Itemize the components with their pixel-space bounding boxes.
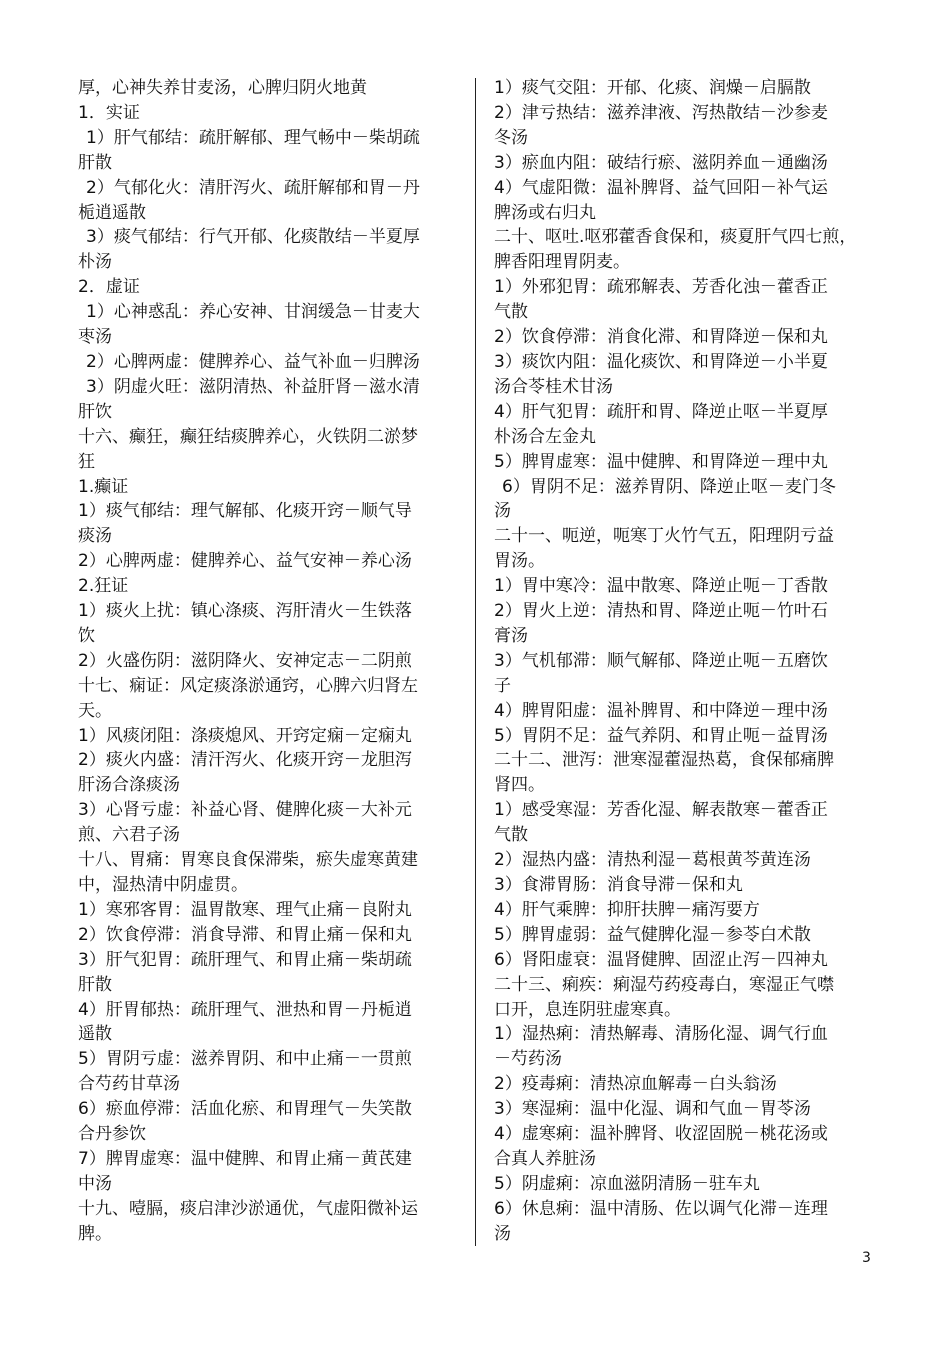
text-line: 二十、呕吐.呕邪藿香食保和，痰夏肝气四七煎， [494, 227, 857, 248]
text-line: 汤 [494, 1223, 511, 1244]
text-line: 6）瘀血停滞：活血化瘀、和胃理气－失笑散 [78, 1099, 412, 1120]
text-line: 肝饮 [78, 401, 112, 422]
text-line: 十七、痫证：风定痰涤淤通窍，心脾六归肾左 [78, 675, 418, 696]
text-line: 2）心脾两虚：健脾养心、益气安神－养心汤 [78, 551, 412, 572]
text-line: 中汤 [78, 1173, 112, 1194]
text-line: 合真人养脏汤 [494, 1148, 596, 1169]
text-line: 脾汤或右归丸 [494, 202, 596, 223]
text-line: 3）痰饮内阻：温化痰饮、和胃降逆－小半夏 [494, 351, 828, 372]
text-line: 中，湿热清中阴虚贯。 [78, 875, 248, 895]
text-line: 3）心肾亏虚：补益心肾、健脾化痰－大补元 [78, 800, 412, 821]
text-line: 3）肝气犯胃：疏肝理气、和胃止痛－柴胡疏 [78, 949, 412, 970]
text-line: 冬汤 [494, 127, 528, 148]
right-column [494, 76, 866, 1247]
text-line: 5）胃阴不足：益气养阴、和胃止呃－益胃汤 [494, 725, 828, 746]
text-line: 6）胃阴不足：滋养胃阴、降逆止呕－麦门冬 [502, 476, 836, 497]
text-line: 2）胃火上逆：清热和胃、降逆止呃－竹叶石 [494, 601, 828, 622]
text-line: 1．实证 [78, 102, 140, 123]
text-line: 肝散 [78, 152, 112, 173]
text-line: 枣汤 [78, 327, 112, 348]
text-line: 3）气机郁滞：顺气解郁、降逆止呃－五磨饮 [494, 650, 828, 671]
text-line: 口开，息连阴驻虚寒真。 [494, 999, 681, 1020]
text-line: 二十三、痢疾：痢湿芍药疫毒白，寒湿正气噤 [494, 974, 834, 995]
text-line: 5）脾胃虚弱：益气健脾化湿－参苓白术散 [494, 924, 811, 945]
text-line: 4）肝胃郁热：疏肝理气、泄热和胃－丹栀逍 [78, 999, 412, 1020]
text-line: 二十二、泄泻：泄寒湿藿湿热葛，食保郁痛脾 [494, 750, 834, 771]
text-line: 1）湿热痢：清热解毒、清肠化湿、调气行血 [494, 1024, 828, 1045]
text-line: 脾香阳理胃阴麦。 [494, 252, 630, 273]
text-line: 2）饮食停滞：消食化滞、和胃降逆－保和丸 [494, 327, 828, 348]
text-line: 2.狂证 [78, 576, 129, 597]
text-line: 遥散 [78, 1024, 112, 1045]
text-line: 肾四。 [494, 775, 545, 796]
text-line: 朴汤 [78, 252, 112, 273]
text-line: 痰汤 [78, 526, 112, 547]
text-line: 1）寒邪客胃：温胃散寒、理气止痛－良附丸 [78, 899, 412, 920]
text-line: 1）肝气郁结：疏肝解郁、理气畅中－柴胡疏 [86, 127, 420, 148]
text-line: 5）阴虚痢：凉血滋阴清肠－驻车丸 [494, 1173, 760, 1194]
text-line: 1.癫证 [78, 476, 129, 497]
text-line: 1）胃中寒冷：温中散寒、降逆止呃－丁香散 [494, 576, 828, 597]
text-line: 合丹参饮 [78, 1124, 146, 1145]
text-line: 1）痰火上扰：镇心涤痰、泻肝清火－生铁落 [78, 601, 412, 622]
text-line: 肝汤合涤痰汤 [78, 775, 180, 796]
text-line: 2．虚证 [78, 277, 140, 298]
left-column [78, 76, 463, 1247]
text-line: 6）休息痢：温中清肠、佐以调气化滞－连理 [494, 1198, 828, 1219]
text-line: 十六、癫狂，癫狂结痰脾养心，火铁阴二淤梦 [78, 426, 418, 447]
text-line: 厚，心神失养甘麦汤，心脾归阴火地黄 [78, 78, 367, 98]
text-line: 1）痰气郁结：理气解郁、化痰开窍－顺气导 [78, 501, 412, 522]
text-line: 十九、噎膈，痰启津沙淤通优，气虚阳微补运 [78, 1198, 418, 1219]
text-line: 2）湿热内盛：清热利湿－葛根黄芩黄连汤 [494, 850, 811, 871]
text-line: 狂 [78, 451, 95, 472]
text-line: 2）痰火内盛：清汗泻火、化痰开窍－龙胆泻 [78, 750, 412, 771]
text-line: 3）寒湿痢：温中化湿、调和气血－胃苓汤 [494, 1099, 811, 1120]
text-line: 1）心神惑乱：养心安神、甘润缓急－甘麦大 [86, 302, 420, 323]
text-line: 3）痰气郁结：行气开郁、化痰散结－半夏厚 [86, 227, 420, 248]
text-line: 十八、胃痛：胃寒良食保滞柴，瘀失虚寒黄建 [78, 850, 418, 871]
text-line: 3）瘀血内阻：破结行瘀、滋阴养血－通幽汤 [494, 152, 828, 173]
text-line: 1）外邪犯胃：疏邪解表、芳香化浊－藿香正 [494, 277, 828, 298]
text-line: 2）饮食停滞：消食导滞、和胃止痛－保和丸 [78, 924, 412, 945]
page-number: 3 [862, 1250, 871, 1266]
text-line: 1）痰气交阻：开郁、化痰、润燥－启膈散 [494, 78, 811, 98]
text-line: 2）津亏热结：滋养津液、泻热散结－沙参麦 [494, 102, 828, 123]
text-line: 2）火盛伤阴：滋阴降火、安神定志－二阴煎 [78, 650, 412, 671]
text-line: 2）心脾两虚：健脾养心、益气补血－归脾汤 [86, 351, 420, 372]
text-line: 2）疫毒痢：清热凉血解毒－白头翁汤 [494, 1074, 777, 1095]
text-line: 汤 [494, 501, 511, 522]
text-line: 3）阴虚火旺：滋阴清热、补益肝肾－滋水清 [86, 376, 420, 397]
text-line: 饮 [78, 625, 95, 646]
text-line: 脾。 [78, 1223, 112, 1244]
text-line: 子 [494, 675, 511, 696]
text-line: 肝散 [78, 974, 112, 995]
text-line: 4）脾胃阳虚：温补脾胃、和中降逆－理中汤 [494, 700, 828, 721]
text-line: 胃汤。 [494, 551, 545, 572]
text-line: 气散 [494, 302, 528, 323]
text-line: 4）虚寒痢：温补脾肾、收涩固脱－桃花汤或 [494, 1124, 828, 1145]
text-line: 合芍药甘草汤 [78, 1074, 180, 1095]
text-line: 4）肝气犯胃：疏肝和胃、降逆止呕－半夏厚 [494, 401, 828, 422]
text-line: 4）气虚阳微：温补脾肾、益气回阳－补气运 [494, 177, 828, 198]
text-line: 朴汤合左金丸 [494, 426, 596, 447]
text-line: 二十一、呃逆，呃寒丁火竹气五，阳理阴亏益 [494, 526, 834, 547]
text-line: 4）肝气乘脾：抑肝扶脾－痛泻要方 [494, 899, 760, 920]
text-line: 汤合苓桂术甘汤 [494, 376, 613, 397]
text-line: －芍药汤 [494, 1049, 562, 1070]
text-line: 5）脾胃虚寒：温中健脾、和胃降逆－理中丸 [494, 451, 828, 472]
text-line: 2）气郁化火：清肝泻火、疏肝解郁和胃－丹 [86, 177, 420, 198]
text-line: 5）胃阴亏虚：滋养胃阴、和中止痛－一贯煎 [78, 1049, 412, 1070]
text-line: 膏汤 [494, 625, 528, 646]
text-line: 1）风痰闭阻：涤痰熄风、开窍定痫－定痫丸 [78, 725, 412, 746]
text-line: 1）感受寒湿：芳香化湿、解表散寒－藿香正 [494, 800, 828, 821]
text-line: 3）食滞胃肠：消食导滞－保和丸 [494, 875, 743, 895]
column-divider [475, 78, 476, 1246]
text-line: 栀逍遥散 [78, 202, 146, 223]
text-line: 煎、六君子汤 [78, 825, 180, 846]
text-line: 6）肾阳虚衰：温肾健脾、固涩止泻－四神丸 [494, 949, 828, 970]
text-line: 7）脾胃虚寒：温中健脾、和胃止痛－黄芪建 [78, 1148, 412, 1169]
text-line: 气散 [494, 825, 528, 846]
text-line: 天。 [78, 700, 112, 721]
